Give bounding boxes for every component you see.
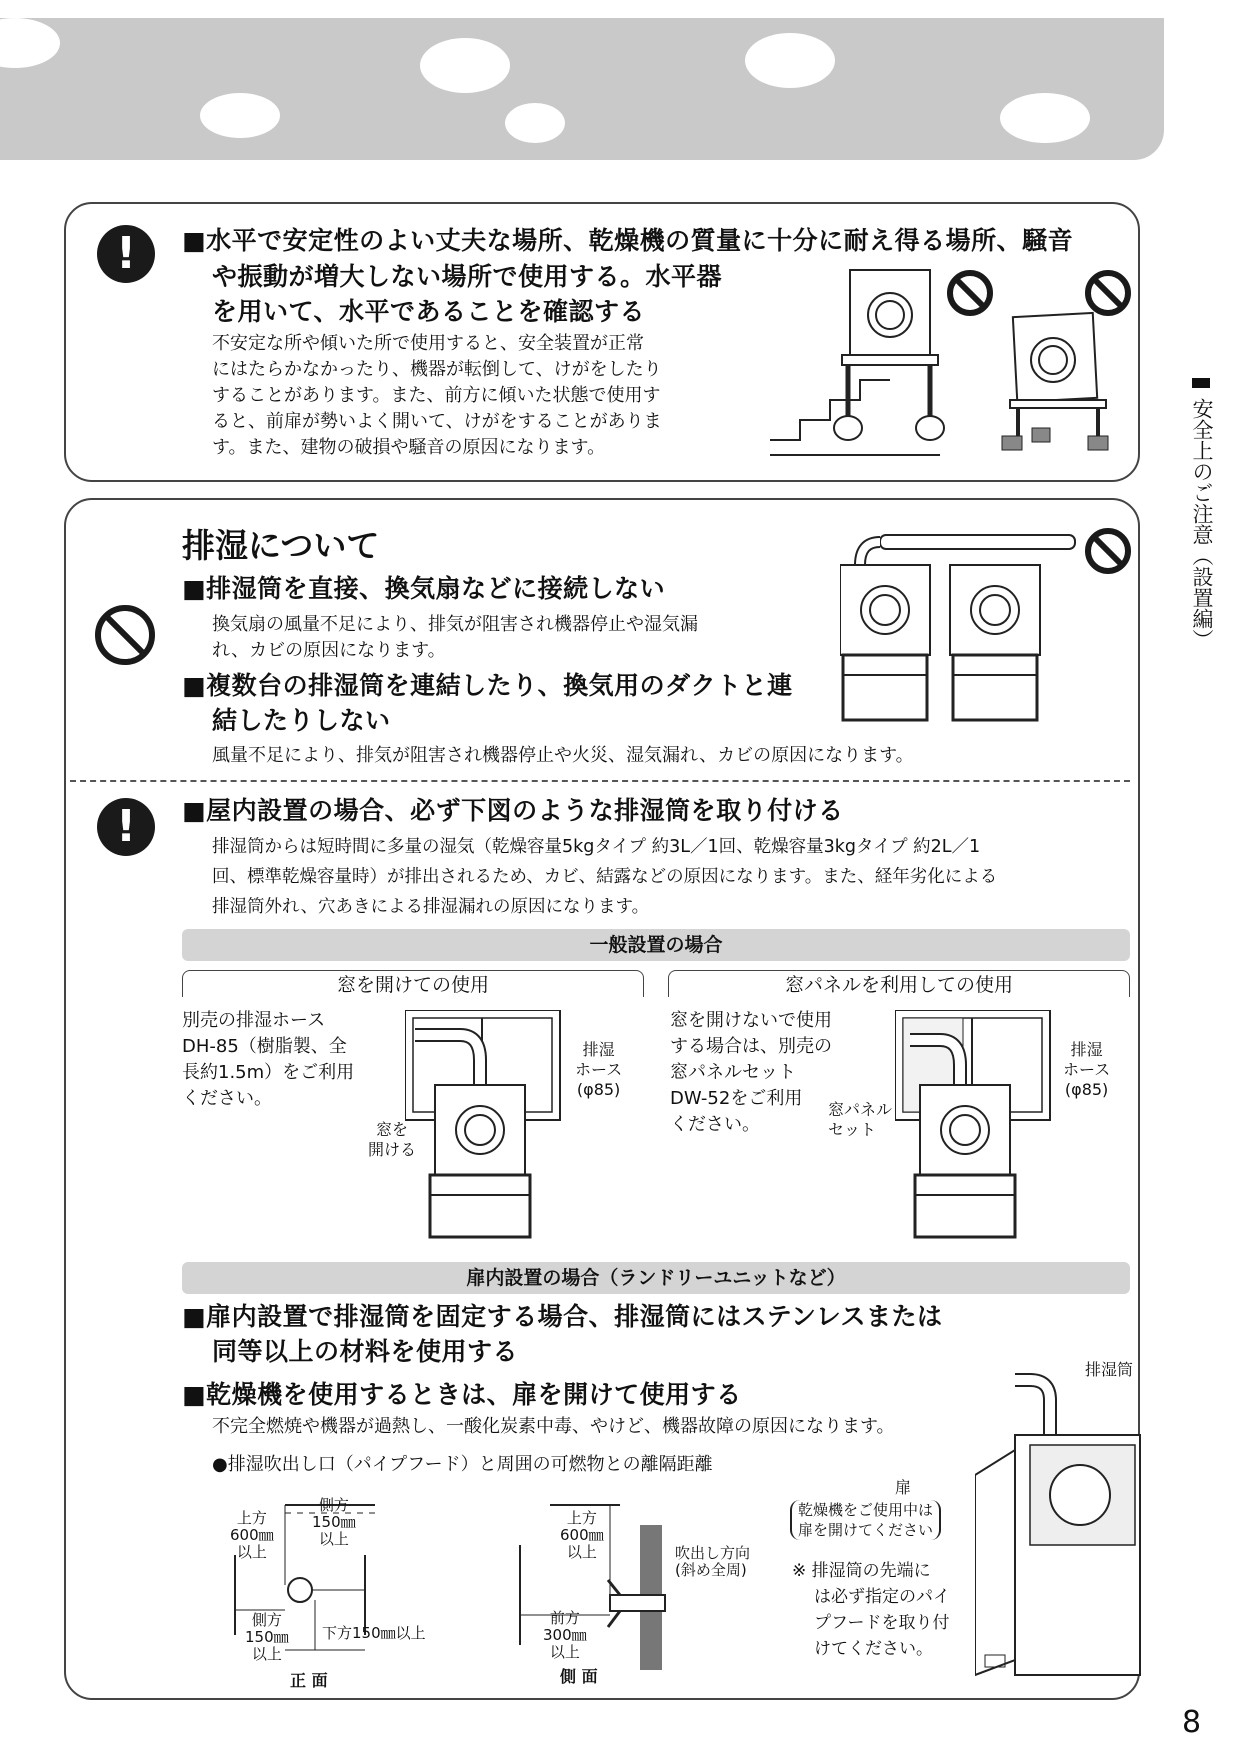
side-view-caption: 側 面 [560,1667,598,1686]
prohibited-icon [1085,270,1131,316]
hose-label-right: 排湿 ホース (φ85) [1063,1040,1111,1099]
item2-heading-2: 結したりしない [212,706,391,735]
front-top-clearance: 上方 600㎜ 以上 [230,1509,274,1561]
section-title: 排湿について [182,526,380,565]
section1-heading-2: や振動が増大しない場所で使用する。水平器 [212,262,723,291]
item2-body: 風量不足により、排気が阻害され機器停止や火災、湿気漏れ、カビの原因になります。 [212,745,914,766]
window-panel-label: 窓パネル セット [828,1100,893,1139]
general-installation-bar: 一般設置の場合 [182,929,1130,961]
item4-heading-1: ■扉内設置で排湿筒を固定する場合、排湿筒にはステンレスまたは [182,1302,943,1331]
clearance-title: ●排湿吹出し口（パイプフード）と周囲の可燃物との離隔距離 [212,1454,713,1475]
front-side-clearance-top: 側方 150㎜ 以上 [312,1496,356,1548]
window-panel-illustration [895,1010,1055,1240]
open-window-tab: 窓を開けての使用 [182,970,644,997]
window-panel-tab: 窓パネルを利用しての使用 [668,970,1130,997]
laundry-unit-illustration [975,1365,1145,1680]
pipe-tip-note: ※ 排湿筒の先端に は必ず指定のパイ プフードを取り付 けてください。 [792,1561,950,1659]
indoor-installation-bar: 扉内設置の場合（ランドリーユニットなど） [182,1262,1130,1294]
item1-heading: ■排湿筒を直接、換気扇などに接続しない [182,574,666,603]
side-top-clearance: 上方 600㎜ 以上 [560,1509,604,1561]
section1-heading-1: ■水平で安定性のよい丈夫な場所、乾燥機の質量に十分に耐え得る場所、騒音 [182,226,1074,255]
window-panel-text: 窓を開けないで使用 する場合は、別売の 窓パネルセット DW-52をご利用 ください。 [670,1010,832,1135]
item2-heading-1: ■複数台の排湿筒を連結したり、換気用のダクトと連 [182,671,793,700]
door-open-note: 乾燥機をご使用中は 扉を開けてください [790,1500,941,1540]
caution-icon: ! [97,225,155,283]
prohibited-icon [1085,528,1131,574]
prohibited-icon [95,605,155,665]
item1-body: 換気扇の風量不足により、排気が阻害され機器停止や湿気漏 れ、カビの原因になります。 [212,614,698,661]
open-window-text: 別売の排湿ホース DH-85（樹脂製、全 長約1.5m）をご利用 ください。 [182,1010,355,1109]
item3-heading: ■屋内設置の場合、必ず下図のような排湿筒を取り付ける [182,796,844,825]
section1-body: 不安定な所や傾いた所で使用すると、安全装置が正常 にはたらかなかったり、機器が転倒して、けがをしたり することがあります。また、前方に傾いた状態で使用す ると、前扉が勢いよく開いて、けがをすることがありま す。また、建物の破損や騒音の原因になります。 [212,333,662,458]
side-tab-marker [1192,378,1210,388]
item3-body: 排湿筒からは短時間に多量の湿気（乾燥容量5kgタイプ 約3L／1回、乾燥容量3kgタイプ 約2L／1 回、標準乾燥容量時）が排出されるため、カビ、結露などの原因になります。また、経年劣化による 排湿筒外れ、穴あきによる排湿漏れの原因になります。 [212,837,998,917]
header-banner [0,18,1164,160]
pipe-label: 排湿筒 [1085,1360,1134,1379]
item5-body: 不完全燃焼や機器が過熱し、一酸化炭素中毒、やけど、機器故障の原因になります。 [212,1416,895,1437]
section-divider [70,780,1130,782]
linked-dryers-illustration [840,525,1080,725]
door-label: 扉 [895,1478,912,1497]
prohibited-icon [947,270,993,316]
front-bottom-clearance: 下方150㎜以上 [322,1624,426,1642]
side-tab-label: 安全上のご注意（設置編） [1190,398,1214,650]
hose-label-left: 排湿 ホース (φ85) [575,1040,623,1099]
open-window-illustration [405,1010,570,1240]
item4-heading-2: 同等以上の材料を使用する [212,1337,519,1366]
front-side-clearance-bottom: 側方 150㎜ 以上 [245,1611,289,1663]
page-number: 8 [1182,1705,1202,1740]
section1-heading-3: を用いて、水平であることを確認する [212,297,646,326]
side-front-clearance: 前方 300㎜ 以上 [543,1609,587,1661]
front-view-caption: 正 面 [290,1671,328,1690]
open-window-label: 窓を 開ける [368,1120,417,1159]
caution-icon: ! [97,798,155,856]
blow-direction-label: 吹出し方向 (斜め全周) [675,1544,751,1579]
item5-heading: ■乾燥機を使用するときは、扉を開けて使用する [182,1380,742,1409]
